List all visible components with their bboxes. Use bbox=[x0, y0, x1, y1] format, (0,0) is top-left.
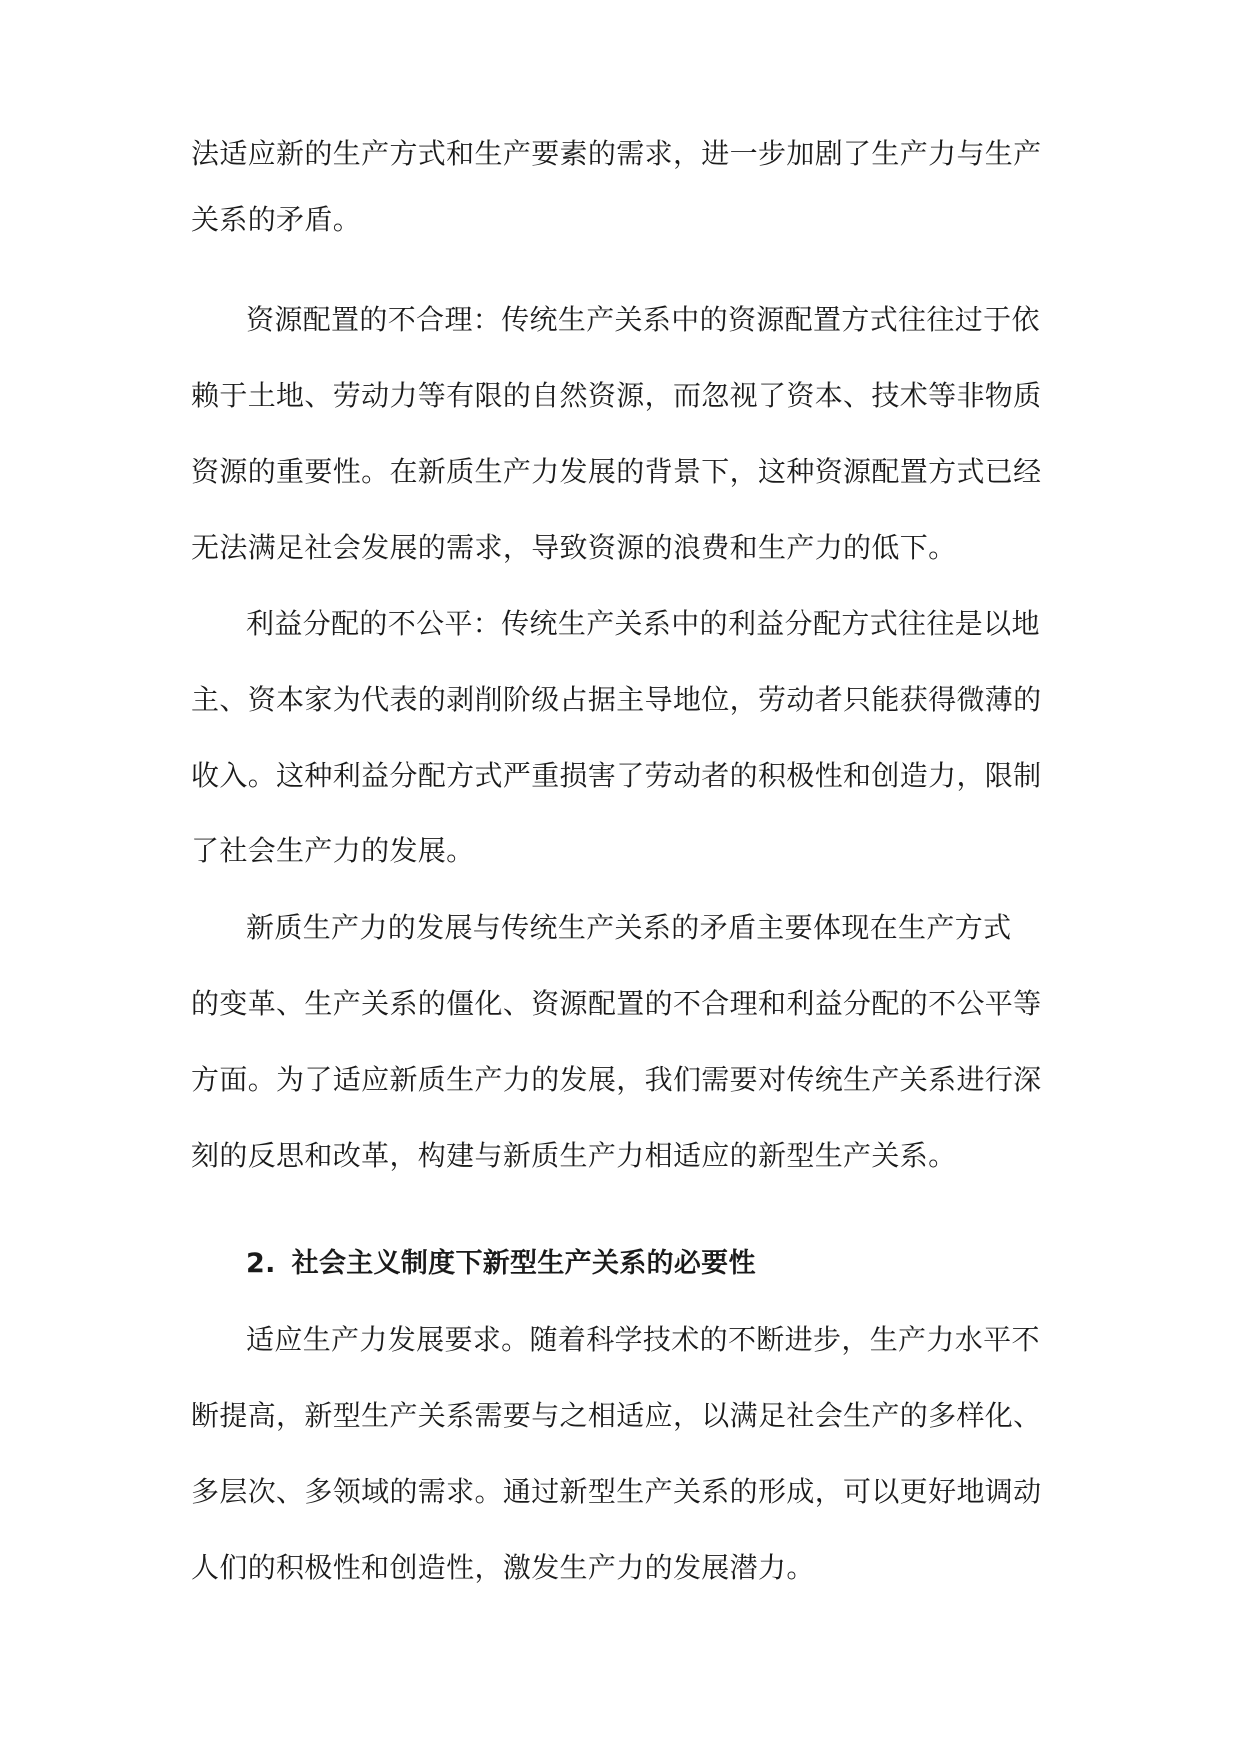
text-line: 无法满足社会发展的需求，导致资源的浪费和生产力的低下。 bbox=[191, 531, 957, 564]
text-line: 关系的矛盾。 bbox=[191, 203, 362, 236]
text-line: 收入。这种利益分配方式严重损害了劳动者的积极性和创造力，限制 bbox=[191, 759, 1042, 792]
text-line: 了社会生产力的发展。 bbox=[191, 834, 475, 867]
text-line: 的变革、生产关系的僵化、资源配置的不合理和利益分配的不公平等 bbox=[191, 987, 1042, 1020]
paragraph-start-contradiction-summary: 新质生产力的发展与传统生产关系的矛盾主要体现在生产方式 bbox=[246, 911, 1012, 944]
text-line: 刻的反思和改革，构建与新质生产力相适应的新型生产关系。 bbox=[191, 1139, 957, 1172]
section-number: 2. bbox=[246, 1248, 276, 1279]
text-line: 方面。为了适应新质生产力的发展，我们需要对传统生产关系进行深 bbox=[191, 1063, 1042, 1096]
paragraph-start-productivity-requirements: 适应生产力发展要求。随着科学技术的不断进步，生产力水平不 bbox=[246, 1323, 1040, 1356]
paragraph-start-benefit-distribution: 利益分配的不公平：传统生产关系中的利益分配方式往往是以地 bbox=[246, 607, 1040, 640]
text-line: 多层次、多领域的需求。通过新型生产关系的形成，可以更好地调动 bbox=[191, 1475, 1042, 1508]
text-line: 赖于土地、劳动力等有限的自然资源，而忽视了资本、技术等非物质 bbox=[191, 379, 1042, 412]
text-line: 主、资本家为代表的剥削阶级占据主导地位，劳动者只能获得微薄的 bbox=[191, 683, 1042, 716]
section-heading bbox=[246, 1247, 756, 1281]
text-line: 断提高，新型生产关系需要与之相适应，以满足社会生产的多样化、 bbox=[191, 1399, 1042, 1432]
text-line: 法适应新的生产方式和生产要素的需求，进一步加剧了生产力与生产 bbox=[191, 137, 1042, 170]
text-line: 资源的重要性。在新质生产力发展的背景下，这种资源配置方式已经 bbox=[191, 455, 1042, 488]
text-line: 人们的积极性和创造性，激发生产力的发展潜力。 bbox=[191, 1551, 815, 1584]
paragraph-start-resource-allocation: 资源配置的不合理：传统生产关系中的资源配置方式往往过于依 bbox=[246, 303, 1040, 336]
section-title: 社会主义制度下新型生产关系的必要性 bbox=[291, 1248, 756, 1279]
